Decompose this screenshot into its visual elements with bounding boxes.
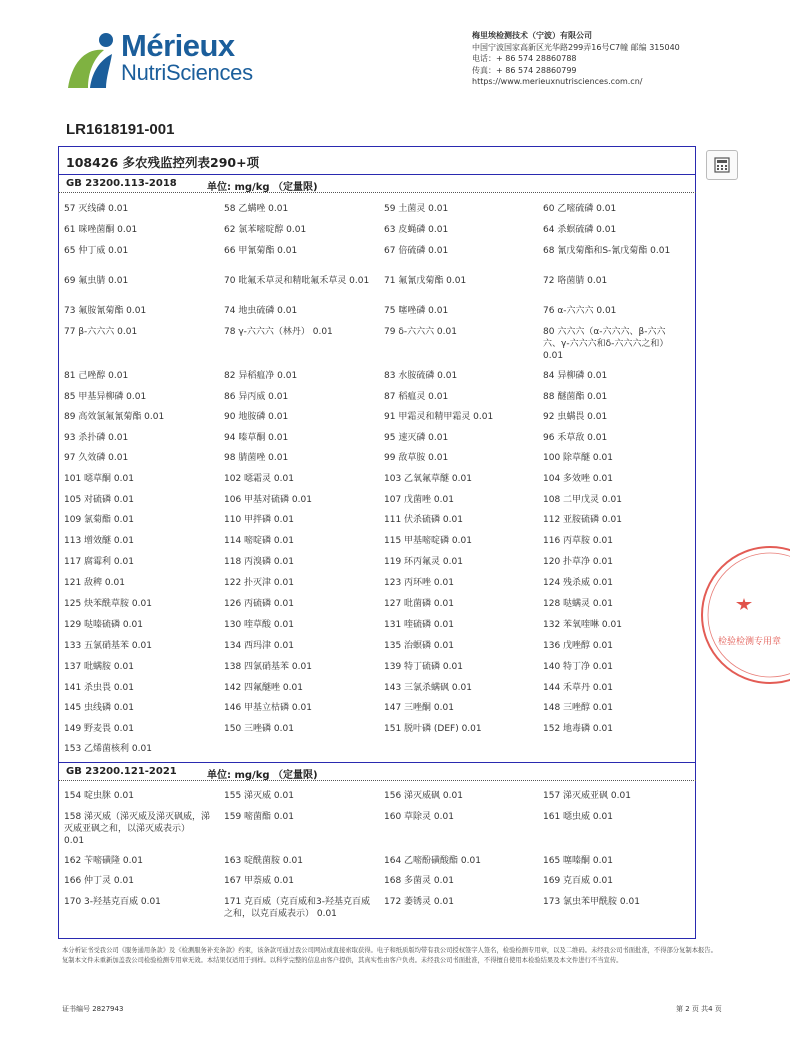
pesticide-item: 149 野麦畏 0.01 (64, 724, 134, 734)
pesticide-item: 117 腐霉利 0.01 (64, 557, 134, 567)
pesticide-item: 120 扑草净 0.01 (543, 557, 613, 567)
pesticide-item: 112 亚胺硫磷 0.01 (543, 515, 622, 525)
pesticide-item: 158 涕灭威（涕灭威及涕灭砜威，涕灭威亚砜之和，以涕灭威表示） 0.01 (64, 812, 211, 846)
pesticide-item: 78 γ-六六六（林丹） 0.01 (224, 327, 333, 337)
pesticide-item: 153 乙烯菌核利 0.01 (64, 744, 152, 754)
pesticide-item: 77 β-六六六 0.01 (64, 327, 138, 337)
pesticide-item: 129 哒嗪硫磷 0.01 (64, 620, 143, 630)
pesticide-item: 170 3-羟基克百威 0.01 (64, 897, 161, 907)
pesticide-item: 125 炔苯酰草胺 0.01 (64, 599, 152, 609)
pesticide-item: 152 地毒磷 0.01 (543, 724, 613, 734)
pesticide-item: 131 喹硫磷 0.01 (384, 620, 454, 630)
pesticide-item: 142 四氟醚唑 0.01 (224, 683, 303, 693)
pesticide-item: 82 异稻瘟净 0.01 (224, 371, 298, 381)
pesticide-item: 81 己唑醇 0.01 (64, 371, 129, 381)
pesticide-item: 140 特丁净 0.01 (543, 662, 613, 672)
pesticide-item: 75 噻唑磷 0.01 (384, 306, 449, 316)
pesticide-item: 121 敌稗 0.01 (64, 578, 125, 588)
pesticide-item: 157 涕灭威亚砜 0.01 (543, 791, 631, 801)
pesticide-item: 116 丙草胺 0.01 (543, 536, 613, 546)
pesticide-item: 118 丙溴磷 0.01 (224, 557, 294, 567)
pesticide-item: 135 治螟磷 0.01 (384, 641, 454, 651)
pesticide-item: 156 涕灭威砜 0.01 (384, 791, 463, 801)
pesticide-item: 138 四氯硝基苯 0.01 (224, 662, 312, 672)
pesticide-item: 91 甲霜灵和精甲霜灵 0.01 (384, 412, 494, 422)
pesticide-item: 173 氯虫苯甲酰胺 0.01 (543, 897, 640, 907)
pesticide-item: 155 涕灭威 0.01 (224, 791, 294, 801)
pesticide-item: 88 醚菌酯 0.01 (543, 392, 608, 402)
pesticide-item: 146 甲基立枯磷 0.01 (224, 703, 312, 713)
pesticide-item: 87 稻瘟灵 0.01 (384, 392, 449, 402)
pesticide-item: 107 戊菌唑 0.01 (384, 495, 454, 505)
pesticide-item: 171 克百威（克百威和3-羟基克百威之和，以克百威表示） 0.01 (224, 897, 371, 919)
pesticide-item: 89 高效氯氟氰菊酯 0.01 (64, 412, 165, 422)
pesticide-item: 86 异丙威 0.01 (224, 392, 289, 402)
pesticide-item: 85 甲基异柳磷 0.01 (64, 392, 147, 402)
pesticide-item: 61 咪唑菌酮 0.01 (64, 225, 138, 235)
pesticide-item: 71 氟氰戊菊酯 0.01 (384, 276, 467, 286)
pesticide-item: 119 环丙氟灵 0.01 (384, 557, 463, 567)
certificate-number: 证书编号 2827943 (62, 1005, 124, 1013)
pesticide-item: 79 δ-六六六 0.01 (384, 327, 457, 337)
pesticide-item: 132 苯氧喹啉 0.01 (543, 620, 622, 630)
pesticide-item: 58 乙螨唑 0.01 (224, 204, 289, 214)
pesticide-item: 92 虫螨畏 0.01 (543, 412, 608, 422)
pesticide-item: 93 杀扑磷 0.01 (64, 433, 129, 443)
pesticide-item: 103 乙氧氟草醚 0.01 (384, 474, 472, 484)
section-standard: GB 23200.113-2018 (66, 178, 177, 189)
pesticide-item: 166 仲丁灵 0.01 (64, 876, 134, 886)
section-header (58, 762, 696, 781)
logo-wordmark-line2: NutriSciences (121, 60, 253, 85)
pesticide-item: 148 三唑醇 0.01 (543, 703, 613, 713)
pesticide-item: 70 吡氟禾草灵和精吡氟禾草灵 0.01 (224, 276, 370, 286)
pesticide-item: 95 速灭磷 0.01 (384, 433, 449, 443)
pesticide-item: 162 苄嘧磺隆 0.01 (64, 856, 143, 866)
pesticide-item: 136 戊唑醇 0.01 (543, 641, 613, 651)
pesticide-item: 94 嗪草酮 0.01 (224, 433, 289, 443)
pesticide-item: 59 土菌灵 0.01 (384, 204, 449, 214)
pesticide-item: 128 哒螨灵 0.01 (543, 599, 613, 609)
pesticide-item: 134 西玛津 0.01 (224, 641, 294, 651)
pesticide-item: 160 草除灵 0.01 (384, 812, 454, 822)
company-website[interactable]: https://www.merieuxnutrisciences.com.cn/ (472, 77, 643, 86)
section-standard: GB 23200.121-2021 (66, 766, 177, 777)
pesticide-item: 172 萎锈灵 0.01 (384, 897, 454, 907)
pesticide-item: 72 咯菌腈 0.01 (543, 276, 608, 286)
pesticide-item: 115 甲基嘧啶磷 0.01 (384, 536, 472, 546)
pesticide-item: 64 杀螟硫磷 0.01 (543, 225, 617, 235)
company-fax: 传真：+ 86 574 28860799 (472, 65, 577, 75)
pesticide-item: 109 氯菊酯 0.01 (64, 515, 134, 525)
company-info (472, 30, 680, 88)
pesticide-item: 124 残杀威 0.01 (543, 578, 613, 588)
report-number: LR1618191-001 (66, 121, 175, 138)
pesticide-item: 163 啶酰菌胺 0.01 (224, 856, 303, 866)
pesticide-item: 73 氟胺氰菊酯 0.01 (64, 306, 147, 316)
pesticide-item: 57 灭线磷 0.01 (64, 204, 129, 214)
pesticide-item: 105 对硫磷 0.01 (64, 495, 134, 505)
list-title: 108426 多农残监控列表290+项 (66, 155, 260, 170)
pesticide-item: 139 特丁硫磷 0.01 (384, 662, 463, 672)
logo-mark-icon (66, 28, 122, 90)
pesticide-item: 104 多效唑 0.01 (543, 474, 613, 484)
pesticide-item: 111 伏杀硫磷 0.01 (384, 515, 463, 525)
pesticide-item: 151 脱叶磷 (DEF) 0.01 (384, 724, 482, 734)
pesticide-item: 76 α-六六六 0.01 (543, 306, 617, 316)
seal-icon (700, 540, 790, 690)
pesticide-item: 130 喹草酸 0.01 (224, 620, 294, 630)
logo-wordmark-line1: Mérieux (121, 28, 235, 63)
pesticide-item: 74 地虫硫磷 0.01 (224, 306, 298, 316)
pesticide-item: 101 噁草酮 0.01 (64, 474, 134, 484)
pesticide-item: 80 六六六（α-六六六、β-六六六、γ-六六六和δ-六六六之和） 0.01 (543, 327, 669, 361)
pesticide-item: 108 二甲戊灵 0.01 (543, 495, 622, 505)
pesticide-item: 164 乙嘧酚磺酸酯 0.01 (384, 856, 481, 866)
pesticide-item: 133 五氯硝基苯 0.01 (64, 641, 152, 651)
pesticide-item: 169 克百威 0.01 (543, 876, 613, 886)
company-logo (66, 28, 266, 90)
calculator-icon (714, 157, 730, 173)
pesticide-item: 161 噁虫威 0.01 (543, 812, 613, 822)
pesticide-item: 113 增效醚 0.01 (64, 536, 134, 546)
pesticide-item: 99 敌草胺 0.01 (384, 453, 449, 463)
pesticide-item: 141 杀虫畏 0.01 (64, 683, 134, 693)
pesticide-item: 123 丙环唑 0.01 (384, 578, 454, 588)
pesticide-item: 127 吡菌磷 0.01 (384, 599, 454, 609)
pesticide-item: 165 噻嗪酮 0.01 (543, 856, 613, 866)
section-unit: 单位: mg/kg （定量限) (207, 182, 318, 193)
pesticide-item: 98 腈菌唑 0.01 (224, 453, 289, 463)
pesticide-item: 62 氯苯嘧啶醇 0.01 (224, 225, 307, 235)
pesticide-item: 122 扑灭津 0.01 (224, 578, 294, 588)
pesticide-item: 137 吡螨胺 0.01 (64, 662, 134, 672)
pesticide-item: 145 虫线磷 0.01 (64, 703, 134, 713)
pesticide-item: 83 水胺硫磷 0.01 (384, 371, 458, 381)
pesticide-item: 143 三氯杀螨砜 0.01 (384, 683, 472, 693)
page-indicator: 第 2 页 共4 页 (676, 1005, 722, 1013)
pesticide-item: 110 甲拌磷 0.01 (224, 515, 294, 525)
section-unit: 单位: mg/kg （定量限) (207, 770, 318, 781)
pesticide-item: 106 甲基对硫磷 0.01 (224, 495, 312, 505)
stamp-text: 检验检测专用章 (718, 637, 782, 647)
pesticide-item: 65 仲丁威 0.01 (64, 246, 129, 256)
pesticide-item: 63 皮蝇磷 0.01 (384, 225, 449, 235)
pesticide-item: 168 多菌灵 0.01 (384, 876, 454, 886)
pesticide-item: 67 倍硫磷 0.01 (384, 246, 449, 256)
pesticide-item: 66 甲氰菊酯 0.01 (224, 246, 298, 256)
inspection-stamp (700, 540, 790, 690)
pesticide-item: 100 除草醚 0.01 (543, 453, 613, 463)
pesticide-item: 159 嘧菌酯 0.01 (224, 812, 294, 822)
section-header (58, 174, 696, 193)
pesticide-item: 126 丙硫磷 0.01 (224, 599, 294, 609)
pesticide-item: 102 噁霜灵 0.01 (224, 474, 294, 484)
pesticide-item: 68 氰戊菊酯和S-氰戊菊酯 0.01 (543, 246, 671, 256)
pesticide-item: 60 乙嘧硫磷 0.01 (543, 204, 617, 214)
pesticide-item: 144 禾草丹 0.01 (543, 683, 613, 693)
disclaimer: 本分析证书受我公司《服务通用条款》及《检测服务补充条款》约束，该条款可通过我公司网站或直接索取获得。电子和纸质版均带有我公司授权签字人签名，检验检测专用章，以及二维码。未经我公司书面批准，不得部分复制本报告。复制本文件未重新加盖我公司检验检测专用章无效。本结果仅适用于到样。以科学完整的信息由客户提供，其真实性由客户负责。未经我公司书面批准，不得擅自使用本检验结果及本文件进行不当宣传。 (62, 947, 717, 964)
pesticide-item: 167 甲萘威 0.01 (224, 876, 294, 886)
pesticide-item: 147 三唑酮 0.01 (384, 703, 454, 713)
pesticide-item: 69 氟虫腈 0.01 (64, 276, 129, 286)
pesticide-item: 154 啶虫脒 0.01 (64, 791, 134, 801)
pesticide-item: 84 异柳磷 0.01 (543, 371, 608, 381)
pesticide-item: 97 久效磷 0.01 (64, 453, 129, 463)
company-phone: 电话：+ 86 574 28860788 (472, 54, 577, 63)
pesticide-item: 150 三唑磷 0.01 (224, 724, 294, 734)
calculator-button[interactable] (706, 150, 738, 180)
pesticide-item: 90 地胺磷 0.01 (224, 412, 289, 422)
company-address: 中国宁波国家高新区光华路299弄16号C7幢 邮编 315040 (472, 42, 680, 52)
pesticide-item: 114 嘧啶磷 0.01 (224, 536, 294, 546)
company-name: 梅里埃检测技术（宁波）有限公司 (472, 31, 592, 40)
pesticide-item: 96 禾草敌 0.01 (543, 433, 608, 443)
